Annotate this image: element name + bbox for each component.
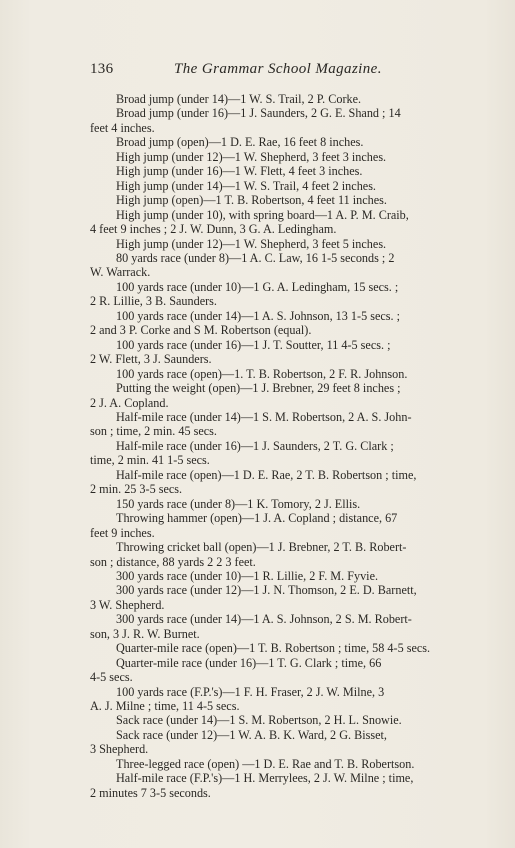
page-number: 136: [90, 61, 114, 77]
entry-first-line: 100 yards race (under 14)—1 A. S. Johnson, 13 1-5 secs. ;: [116, 308, 400, 323]
entry-continuation-line: son ; distance, 88 yards 2 2 3 feet.: [90, 554, 256, 569]
entry-first-line: Broad jump (under 14)—1 W. S. Trail, 2 P. Corke.: [116, 92, 362, 106]
result-entry: [90, 583, 472, 612]
result-entry: [90, 439, 472, 468]
entry-first-line: High jump (under 12)—1 W. Shepherd, 3 feet 5 inches.: [116, 236, 387, 251]
result-entry: [90, 150, 472, 164]
result-entry: [90, 497, 472, 511]
entry-first-line: 100 yards race (under 10)—1 G. A. Ledingham, 15 secs. ;: [116, 279, 399, 294]
entry-first-line: Quarter-mile race (under 16)—1 T. G. Clark ; time, 66: [116, 655, 382, 670]
entry-first-line: Broad jump (open)—1 D. E. Rae, 16 feet 8 inches.: [116, 135, 364, 150]
result-entry: [90, 381, 472, 410]
entry-first-line: Sack race (under 14)—1 S. M. Robertson, 2 H. L. Snowie.: [116, 713, 402, 728]
entry-first-line: Half-mile race (open)—1 D. E. Rae, 2 T. B. Robertson ; time,: [116, 467, 417, 482]
result-entry: [90, 237, 472, 251]
result-entry: [90, 367, 472, 381]
entry-continuation-line: time, 2 min. 41 1-5 secs.: [90, 453, 210, 468]
result-entry: [90, 106, 472, 135]
entry-first-line: 100 yards race (under 16)—1 J. T. Soutter, 11 4-5 secs. ;: [116, 337, 391, 352]
result-entry: [90, 135, 472, 149]
entry-continuation-line: 2 and 3 P. Corke and S M. Robertson (equal).: [90, 323, 312, 338]
entry-continuation-line: 2 R. Lillie, 3 B. Saunders.: [90, 294, 217, 309]
entry-first-line: Throwing hammer (open)—1 J. A. Copland ; distance, 67: [116, 511, 398, 526]
result-entry: [90, 540, 472, 569]
result-entry: [90, 713, 472, 727]
result-entry: [90, 728, 472, 757]
entry-continuation-line: A. J. Milne ; time, 11 4-5 secs.: [90, 699, 240, 714]
result-entry: [90, 251, 472, 280]
entry-continuation-line: 2 minutes 7 3-5 seconds.: [90, 785, 211, 800]
result-entry: [90, 208, 472, 237]
result-entry: [90, 468, 472, 497]
result-entry: [90, 280, 472, 309]
entry-first-line: 100 yards race (open)—1. T. B. Robertson, 2 F. R. Johnson.: [116, 366, 408, 381]
entry-continuation-line: 2 J. A. Copland.: [90, 395, 169, 410]
entry-continuation-line: son ; time, 2 min. 45 secs.: [90, 424, 217, 439]
entry-first-line: Sack race (under 12)—1 W. A. B. K. Ward, 2 G. Bisset,: [116, 727, 387, 742]
result-entry: [90, 757, 472, 771]
entry-continuation-line: feet 4 inches.: [90, 120, 155, 135]
entry-first-line: Broad jump (under 16)—1 J. Saunders, 2 G. E. Shand ; 14: [116, 106, 401, 121]
entry-first-line: 100 yards race (F.P.'s)—1 F. H. Fraser, 2 J. W. Milne, 3: [116, 684, 385, 699]
entry-continuation-line: 2 W. Flett, 3 J. Saunders.: [90, 352, 212, 367]
entry-first-line: Half-mile race (under 16)—1 J. Saunders, 2 T. G. Clark ;: [116, 438, 394, 453]
result-entry: [90, 193, 472, 207]
entry-continuation-line: W. Warrack.: [90, 265, 151, 280]
result-entry: [90, 164, 472, 178]
entry-first-line: High jump (under 14)—1 W. S. Trail, 4 feet 2 inches.: [116, 178, 376, 193]
results-list: [90, 92, 472, 800]
entry-continuation-line: 3 Shepherd.: [90, 742, 149, 757]
result-entry: [90, 410, 472, 439]
entry-continuation-line: 4-5 secs.: [90, 670, 133, 685]
result-entry: [90, 92, 472, 106]
entry-continuation-line: 2 min. 25 3-5 secs.: [90, 482, 183, 497]
result-entry: [90, 612, 472, 641]
page-header: [90, 61, 470, 83]
entry-first-line: 150 yards race (under 8)—1 K. Tomory, 2 J. Ellis.: [116, 496, 361, 511]
entry-first-line: Putting the weight (open)—1 J. Brebner, 29 feet 8 inches ;: [116, 381, 401, 396]
result-entry: [90, 685, 472, 714]
result-entry: [90, 179, 472, 193]
result-entry: [90, 338, 472, 367]
result-entry: [90, 771, 472, 800]
result-entry: [90, 656, 472, 685]
entry-first-line: Half-mile race (F.P.'s)—1 H. Merrylees, 2 J. W. Milne ; time,: [116, 771, 414, 786]
entry-first-line: 300 yards race (under 12)—1 J. N. Thomson, 2 E. D. Barnett,: [116, 583, 417, 598]
entry-first-line: High jump (under 16)—1 W. Flett, 4 feet 3 inches.: [116, 164, 363, 179]
result-entry: [90, 641, 472, 655]
entry-first-line: Throwing cricket ball (open)—1 J. Brebner, 2 T. B. Robert-: [116, 540, 407, 555]
entry-first-line: High jump (open)—1 T. B. Robertson, 4 feet 11 inches.: [116, 193, 387, 208]
entry-first-line: 300 yards race (under 14)—1 A. S. Johnson, 2 S. M. Robert-: [116, 612, 412, 627]
entry-continuation-line: feet 9 inches.: [90, 525, 155, 540]
entry-first-line: Half-mile race (under 14)—1 S. M. Robertson, 2 A. S. John-: [116, 409, 412, 424]
result-entry: [90, 309, 472, 338]
entry-first-line: High jump (under 12)—1 W. Shepherd, 3 feet 3 inches.: [116, 149, 387, 164]
running-title: The Grammar School Magazine.: [174, 61, 382, 77]
entry-continuation-line: 4 feet 9 inches ; 2 J. W. Dunn, 3 G. A. Ledingham.: [90, 222, 337, 237]
result-entry: [90, 569, 472, 583]
entry-continuation-line: 3 W. Shepherd.: [90, 597, 165, 612]
entry-first-line: 80 yards race (under 8)—1 A. C. Law, 16 1-5 seconds ; 2: [116, 250, 395, 265]
entry-continuation-line: son, 3 J. R. W. Burnet.: [90, 626, 200, 641]
entry-first-line: 300 yards race (under 10)—1 R. Lillie, 2 F. M. Fyvie.: [116, 568, 379, 583]
entry-first-line: Three-legged race (open) —1 D. E. Rae and T. B. Robertson.: [116, 756, 415, 771]
result-entry: [90, 511, 472, 540]
entry-first-line: High jump (under 10), with spring board—1 A. P. M. Craib,: [116, 207, 409, 222]
entry-first-line: Quarter-mile race (open)—1 T. B. Robertson ; time, 58 4-5 secs.: [116, 641, 431, 656]
